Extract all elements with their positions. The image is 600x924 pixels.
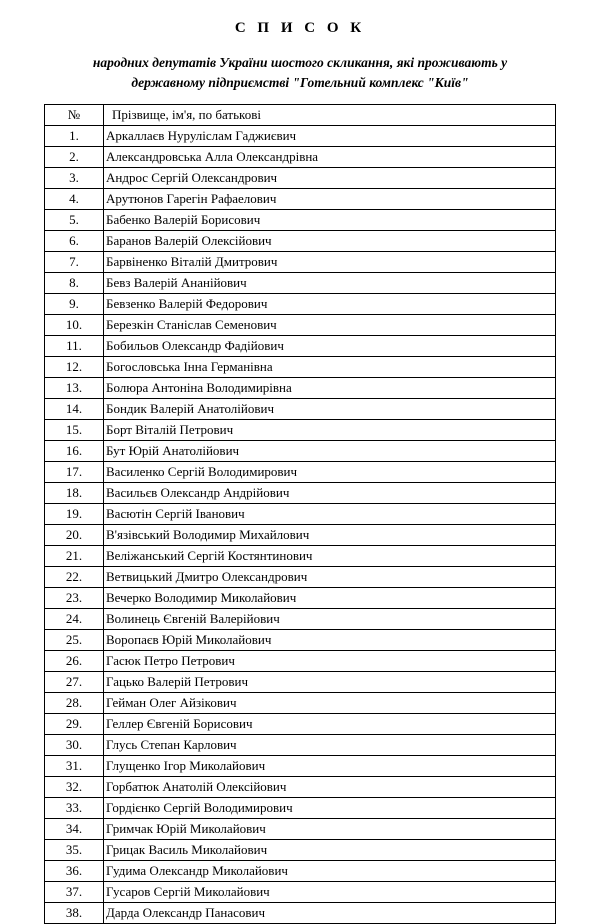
row-full-name: Бут Юрій Анатолійович xyxy=(104,441,556,462)
table-row xyxy=(45,714,556,735)
subtitle-line-1: народних депутатів України шостого скликання, які проживають у xyxy=(92,55,508,70)
table-row xyxy=(45,819,556,840)
row-number: 19. xyxy=(45,504,104,525)
row-number: 38. xyxy=(45,903,104,924)
table-row xyxy=(45,441,556,462)
table-row xyxy=(45,504,556,525)
row-full-name: Богословська Інна Германівна xyxy=(104,357,556,378)
row-full-name: В'язівський Володимир Михайлович xyxy=(104,525,556,546)
table-row xyxy=(45,756,556,777)
row-number: 6. xyxy=(45,231,104,252)
row-full-name: Бабенко Валерій Борисович xyxy=(104,210,556,231)
table-header-row xyxy=(45,105,556,126)
document-subtitle xyxy=(44,53,556,92)
row-number: 18. xyxy=(45,483,104,504)
row-full-name: Глущенко Ігор Миколайович xyxy=(104,756,556,777)
table-row xyxy=(45,294,556,315)
row-full-name: Березкін Станіслав Семенович xyxy=(104,315,556,336)
row-full-name: Барвіненко Віталій Дмитрович xyxy=(104,252,556,273)
row-full-name: Василенко Сергій Володимирович xyxy=(104,462,556,483)
table-row xyxy=(45,378,556,399)
table-row xyxy=(45,273,556,294)
row-full-name: Гейман Олег Айзікович xyxy=(104,693,556,714)
row-full-name: Александровська Алла Олександрівна xyxy=(104,147,556,168)
table-row xyxy=(45,315,556,336)
row-number: 8. xyxy=(45,273,104,294)
row-number: 24. xyxy=(45,609,104,630)
subtitle-line-2: державному підприємстві "Готельний комплекс "Київ" xyxy=(131,74,469,90)
row-number: 26. xyxy=(45,651,104,672)
deputies-table xyxy=(44,104,556,924)
row-number: 2. xyxy=(45,147,104,168)
row-number: 37. xyxy=(45,882,104,903)
table-row xyxy=(45,126,556,147)
table-row xyxy=(45,861,556,882)
row-full-name: Гримчак Юрій Миколайович xyxy=(104,819,556,840)
row-number: 33. xyxy=(45,798,104,819)
row-full-name: Бондик Валерій Анатолійович xyxy=(104,399,556,420)
row-number: 15. xyxy=(45,420,104,441)
table-row xyxy=(45,777,556,798)
table-row xyxy=(45,525,556,546)
table-row xyxy=(45,336,556,357)
row-full-name: Баранов Валерій Олексійович xyxy=(104,231,556,252)
row-number: 7. xyxy=(45,252,104,273)
column-header-number: № xyxy=(45,105,104,126)
table-row xyxy=(45,462,556,483)
table-row xyxy=(45,399,556,420)
row-full-name: Арутюнов Гарегін Рафаелович xyxy=(104,189,556,210)
row-number: 16. xyxy=(45,441,104,462)
row-full-name: Дарда Олександр Панасович xyxy=(104,903,556,924)
row-number: 32. xyxy=(45,777,104,798)
page-title: С П И С О К xyxy=(234,20,366,36)
row-number: 12. xyxy=(45,357,104,378)
row-full-name: Гордієнко Сергій Володимирович xyxy=(104,798,556,819)
row-full-name: Гусаров Сергій Миколайович xyxy=(104,882,556,903)
table-row xyxy=(45,693,556,714)
table-row xyxy=(45,609,556,630)
row-full-name: Андрос Сергій Олександрович xyxy=(104,168,556,189)
row-full-name: Борт Віталій Петрович xyxy=(104,420,556,441)
row-number: 35. xyxy=(45,840,104,861)
row-number: 30. xyxy=(45,735,104,756)
row-full-name: Глусь Степан Карлович xyxy=(104,735,556,756)
row-number: 20. xyxy=(45,525,104,546)
column-header-name: Прізвище, ім'я, по батькові xyxy=(104,105,556,126)
table-row xyxy=(45,483,556,504)
row-number: 9. xyxy=(45,294,104,315)
table-row xyxy=(45,210,556,231)
row-number: 25. xyxy=(45,630,104,651)
table-row xyxy=(45,168,556,189)
table-row xyxy=(45,840,556,861)
row-full-name: Геллер Євгеній Борисович xyxy=(104,714,556,735)
row-number: 1. xyxy=(45,126,104,147)
row-full-name: Васильєв Олександр Андрійович xyxy=(104,483,556,504)
row-full-name: Волинець Євгеній Валерійович xyxy=(104,609,556,630)
row-full-name: Бобильов Олександр Фадійович xyxy=(104,336,556,357)
row-number: 11. xyxy=(45,336,104,357)
row-number: 4. xyxy=(45,189,104,210)
row-number: 34. xyxy=(45,819,104,840)
table-row xyxy=(45,147,556,168)
row-number: 31. xyxy=(45,756,104,777)
row-number: 36. xyxy=(45,861,104,882)
table-row xyxy=(45,357,556,378)
row-number: 29. xyxy=(45,714,104,735)
table-row xyxy=(45,420,556,441)
row-full-name: Веліжанський Сергій Костянтинович xyxy=(104,546,556,567)
row-full-name: Гацько Валерій Петрович xyxy=(104,672,556,693)
row-full-name: Бевзенко Валерій Федорович xyxy=(104,294,556,315)
row-full-name: Бевз Валерій Ананійович xyxy=(104,273,556,294)
row-full-name: Васютін Сергій Іванович xyxy=(104,504,556,525)
row-number: 21. xyxy=(45,546,104,567)
row-number: 28. xyxy=(45,693,104,714)
table-row xyxy=(45,567,556,588)
table-row xyxy=(45,231,556,252)
table-row xyxy=(45,882,556,903)
row-full-name: Гасюк Петро Петрович xyxy=(104,651,556,672)
row-number: 27. xyxy=(45,672,104,693)
row-number: 5. xyxy=(45,210,104,231)
table-row xyxy=(45,651,556,672)
row-full-name: Аркаллаєв Нуруліслам Гаджиєвич xyxy=(104,126,556,147)
row-number: 10. xyxy=(45,315,104,336)
table-row xyxy=(45,903,556,924)
row-full-name: Гудима Олександр Миколайович xyxy=(104,861,556,882)
row-number: 23. xyxy=(45,588,104,609)
row-full-name: Ветвицький Дмитро Олександрович xyxy=(104,567,556,588)
table-row xyxy=(45,672,556,693)
row-full-name: Вечерко Володимир Миколайович xyxy=(104,588,556,609)
table-row xyxy=(45,252,556,273)
table-body xyxy=(45,105,556,924)
table-row xyxy=(45,798,556,819)
row-full-name: Болюра Антоніна Володимирівна xyxy=(104,378,556,399)
row-full-name: Воропаєв Юрій Миколайович xyxy=(104,630,556,651)
row-number: 17. xyxy=(45,462,104,483)
row-number: 14. xyxy=(45,399,104,420)
table-row xyxy=(45,588,556,609)
row-full-name: Горбатюк Анатолій Олексійович xyxy=(104,777,556,798)
row-number: 13. xyxy=(45,378,104,399)
table-row xyxy=(45,630,556,651)
row-number: 22. xyxy=(45,567,104,588)
table-row xyxy=(45,189,556,210)
table-row xyxy=(45,735,556,756)
table-row xyxy=(45,546,556,567)
row-full-name: Грицак Василь Миколайович xyxy=(104,840,556,861)
row-number: 3. xyxy=(45,168,104,189)
